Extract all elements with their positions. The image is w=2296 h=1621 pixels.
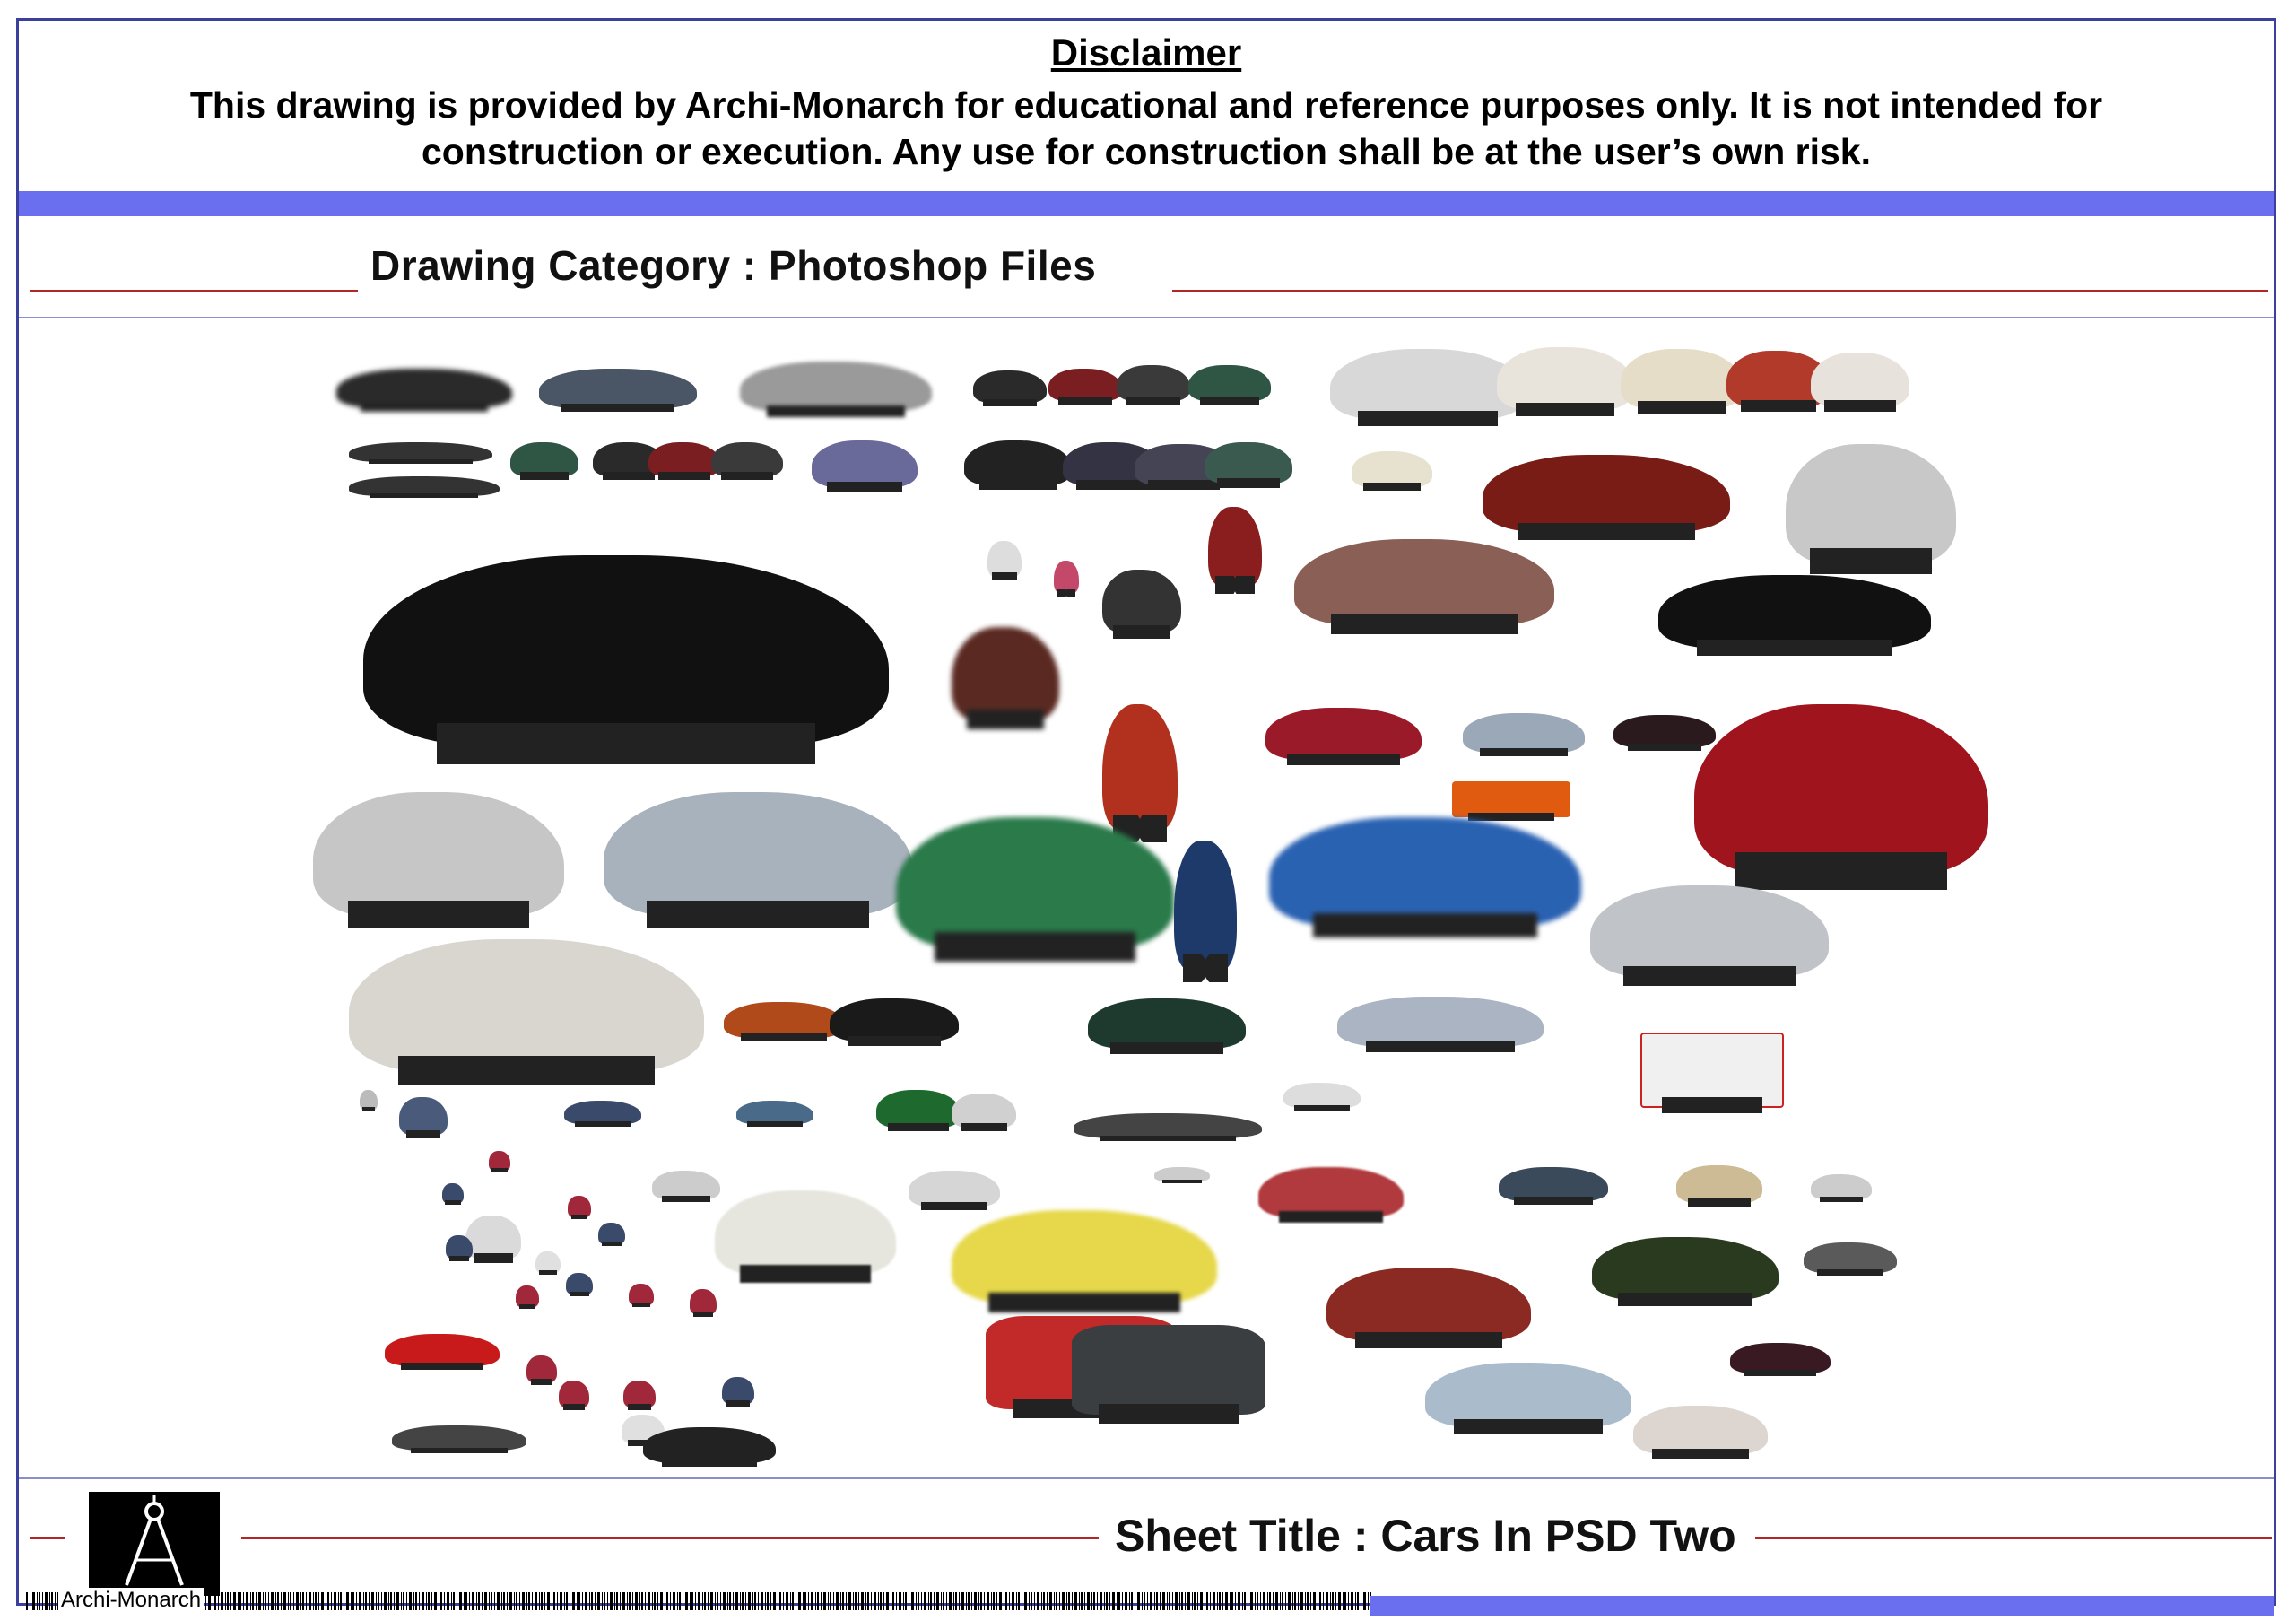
car-image: [1294, 539, 1554, 625]
car-image: [1497, 347, 1633, 410]
car-image: [1811, 353, 1909, 406]
archi-monarch-logo: [89, 1492, 220, 1596]
category-row: [19, 216, 2274, 318]
car-image: [724, 1002, 844, 1038]
car-image: [336, 369, 512, 408]
car-image: [489, 1151, 510, 1171]
car-image: [1640, 1033, 1784, 1108]
car-image: [385, 1334, 500, 1366]
car-image: [973, 370, 1047, 403]
title-middle-rule: [241, 1537, 1099, 1539]
car-image: [1269, 817, 1581, 927]
car-image: [652, 1171, 720, 1199]
car-image: [964, 440, 1072, 485]
car-image: [1337, 997, 1544, 1047]
car-image: [1154, 1167, 1210, 1181]
car-image: [830, 998, 959, 1041]
car-image: [643, 1427, 776, 1463]
car-image: [909, 1171, 1000, 1207]
car-image: [690, 1289, 717, 1314]
car-image: [1499, 1167, 1608, 1201]
car-image: [1258, 1167, 1404, 1217]
car-image: [1613, 715, 1716, 747]
car-image: [1048, 369, 1122, 401]
car-image: [952, 627, 1059, 720]
car-image: [526, 1355, 557, 1382]
category-left-rule: [30, 290, 358, 292]
car-image: [604, 792, 912, 916]
sheet-frame: [16, 18, 2276, 1612]
brand-name: Archi-Monarch: [58, 1588, 204, 1613]
car-image: [722, 1377, 754, 1404]
car-image: [1102, 704, 1178, 830]
car-image: [564, 1101, 641, 1124]
car-image: [442, 1183, 464, 1203]
car-image: [559, 1381, 589, 1407]
car-image: [1265, 708, 1422, 760]
car-image: [648, 442, 720, 476]
car-image: [1072, 1325, 1265, 1415]
car-image: [1730, 1343, 1831, 1373]
car-image: [1633, 1406, 1768, 1454]
header-accent-band: [19, 191, 2274, 216]
car-image: [446, 1235, 473, 1259]
car-image: [952, 1094, 1016, 1128]
disclaimer-text: This drawing is provided by Archi-Monarch for educational and reference purposes only. It is not intended for construction or execution. Any use for construction shall be at the user’s own risk.: [189, 84, 2103, 172]
car-image: [313, 792, 564, 916]
car-image: [363, 555, 889, 745]
disclaimer-title: Disclaimer: [1050, 31, 1242, 74]
car-image: [629, 1284, 654, 1305]
car-image: [1326, 1268, 1531, 1341]
car-image: [1352, 451, 1432, 487]
car-image: [715, 1190, 896, 1275]
car-image: [539, 369, 697, 408]
title-right-rule: [1755, 1537, 2272, 1539]
car-image: [1117, 365, 1190, 401]
car-image: [1283, 1083, 1361, 1108]
car-image: [1208, 507, 1262, 586]
car-image: [399, 1097, 448, 1135]
car-image: [1804, 1242, 1897, 1273]
compass-icon: [89, 1492, 220, 1596]
car-image: [1590, 885, 1829, 977]
car-image: [987, 541, 1022, 577]
car-image: [349, 442, 492, 462]
car-image: [392, 1425, 526, 1451]
car-image-gallery: [19, 318, 2274, 1477]
car-image: [740, 362, 932, 412]
car-image: [1188, 365, 1271, 401]
car-image: [1592, 1237, 1779, 1300]
car-image: [465, 1216, 521, 1259]
car-image: [516, 1285, 539, 1307]
car-image: [535, 1251, 561, 1273]
car-image: [1088, 998, 1246, 1049]
car-image: [1463, 713, 1585, 753]
car-image: [623, 1381, 656, 1407]
car-image: [349, 476, 500, 496]
car-image: [812, 440, 918, 487]
car-image: [360, 1090, 378, 1110]
car-image: [1658, 575, 1931, 649]
car-image: [1425, 1363, 1631, 1427]
footer-accent-band: [1370, 1596, 2274, 1616]
car-image: [349, 939, 704, 1072]
car-image: [1483, 455, 1730, 532]
car-image: [1074, 1113, 1262, 1138]
car-image: [876, 1090, 961, 1128]
car-image: [1694, 704, 1988, 873]
car-image: [1676, 1165, 1762, 1203]
barcode-strip: [26, 1592, 1371, 1610]
disclaimer-section: [19, 21, 2274, 191]
car-image: [510, 442, 578, 476]
car-image: [1811, 1174, 1872, 1199]
car-image: [1452, 781, 1570, 817]
car-image: [736, 1101, 813, 1124]
title-left-short-rule: [30, 1537, 65, 1539]
drawing-category-label: Drawing Category : Photoshop Files: [370, 242, 1097, 289]
car-image: [711, 442, 783, 476]
car-image: [566, 1273, 593, 1294]
car-image: [1786, 444, 1956, 562]
car-image: [1102, 570, 1181, 632]
category-right-rule: [1172, 290, 2268, 292]
car-image: [1621, 349, 1743, 408]
car-image: [1174, 841, 1237, 970]
car-image: [1054, 561, 1079, 593]
car-image: [952, 1210, 1217, 1303]
sheet-title: Sheet Title : Cars In PSD Two: [1115, 1511, 1736, 1561]
car-image: [598, 1223, 625, 1244]
car-image: [568, 1196, 591, 1217]
car-image: [1205, 442, 1292, 484]
title-block: [19, 1477, 2274, 1610]
